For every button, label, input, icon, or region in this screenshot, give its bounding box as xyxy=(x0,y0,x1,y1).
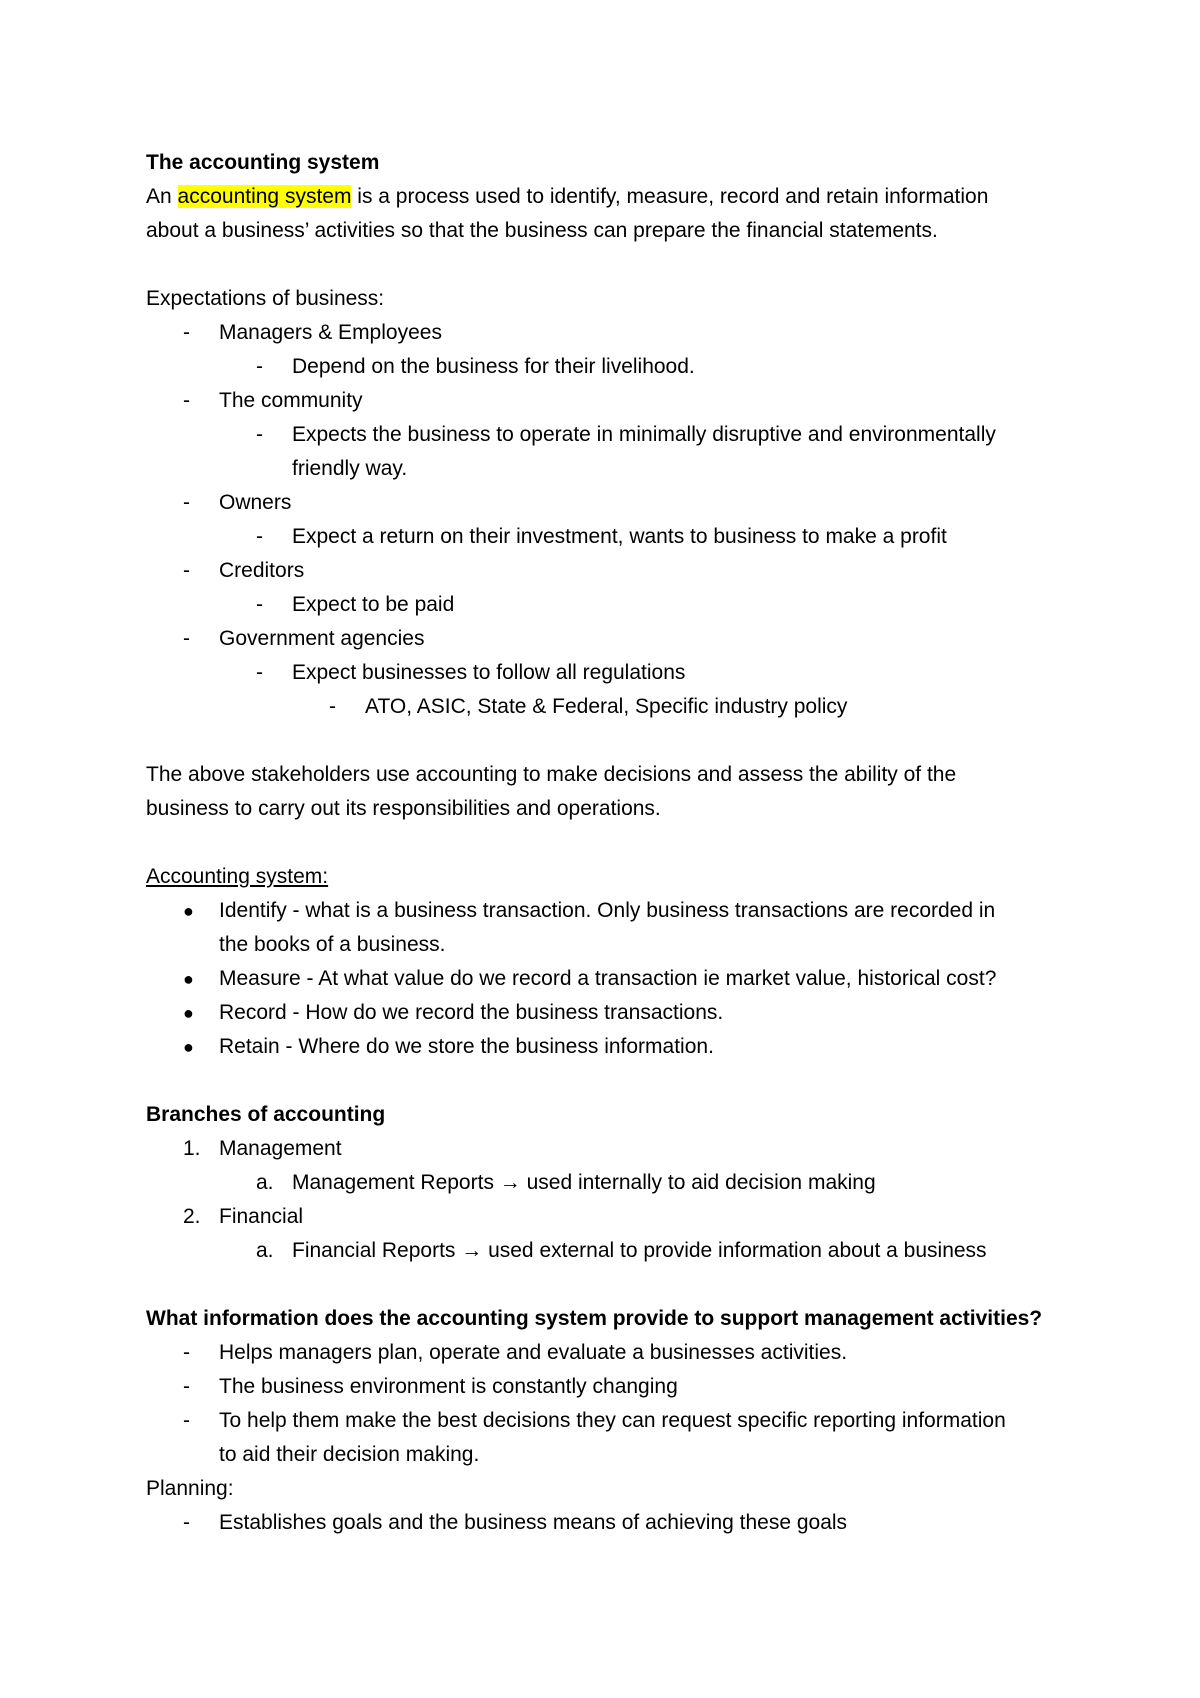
dash-marker: - xyxy=(183,627,190,650)
list-item-text: Government agencies xyxy=(219,627,425,650)
bullet-item-identify-continuation: the books of a business. xyxy=(219,933,446,956)
dash-marker: - xyxy=(256,525,263,548)
list-item-text: Expects the business to operate in minimally disruptive and environmentally xyxy=(292,423,996,446)
dash-marker: - xyxy=(183,1409,190,1432)
list-item-text: Establishes goals and the business means of achieving these goals xyxy=(219,1511,848,1534)
list-item-text: Management xyxy=(219,1137,342,1160)
list-item-text: Creditors xyxy=(219,559,305,582)
numbered-item-financial xyxy=(146,1200,1076,1234)
bullet-item-measure xyxy=(146,962,1076,996)
list-item-creditors xyxy=(146,554,1076,588)
info-question-heading: What information does the accounting system provide to support management activities? xyxy=(146,1307,1043,1330)
blank-line xyxy=(146,1268,1076,1302)
blank-line xyxy=(146,1064,1076,1098)
list-item-government xyxy=(146,622,1076,656)
dash-marker: - xyxy=(183,491,190,514)
list-item-owners xyxy=(146,486,1076,520)
intro-rest: is a process used to identify, measure, record and retain information xyxy=(351,185,989,208)
dash-marker: - xyxy=(183,1341,190,1364)
dash-marker: - xyxy=(183,389,190,412)
list-item-text: Financial xyxy=(219,1205,304,1228)
blank-line xyxy=(146,826,1076,860)
list-subitem-community xyxy=(146,418,1076,452)
bullet-item-identify xyxy=(146,894,1076,928)
list-item-text: Helps managers plan, operate and evaluate a businesses activities. xyxy=(219,1341,848,1364)
list-item-text: Managers & Employees xyxy=(219,321,442,344)
list-subsubitem-government xyxy=(146,690,1076,724)
list-item-text: Expect a return on their investment, wants to business to make a profit xyxy=(292,525,947,548)
stakeholders-line-1: The above stakeholders use accounting to make decisions and assess the ability of the xyxy=(146,763,957,786)
planning-title: Planning: xyxy=(146,1477,234,1500)
list-item-text: Measure - At what value do we record a transaction ie market value, historical cost? xyxy=(219,967,997,990)
dash-marker: - xyxy=(183,321,190,344)
dash-marker: - xyxy=(329,695,336,718)
highlighted-term: accounting system xyxy=(177,185,352,208)
branches-title: Branches of accounting xyxy=(146,1103,386,1126)
list-subitem-community-continuation: friendly way. xyxy=(292,457,408,480)
section-heading-accounting-system: The accounting system xyxy=(146,151,380,174)
list-subitem-managers xyxy=(146,350,1076,384)
letter-marker: a. xyxy=(256,1171,274,1194)
intro-prefix: An xyxy=(146,185,178,208)
list-item-text: Record - How do we record the business transactions. xyxy=(219,1001,724,1024)
bullet-dot-icon: ● xyxy=(183,1037,194,1057)
list-item-text: Management Reports → used internally to aid decision making xyxy=(292,1171,876,1194)
list-item-helps-managers xyxy=(146,1336,1076,1370)
dash-marker: - xyxy=(256,593,263,616)
list-item-environment xyxy=(146,1370,1076,1404)
list-item-text: ATO, ASIC, State & Federal, Specific industry policy xyxy=(365,695,848,718)
accounting-system-title: Accounting system: xyxy=(146,865,329,888)
list-item-text: To help them make the best decisions they can request specific reporting information xyxy=(219,1409,1006,1432)
list-item-text: The business environment is constantly changing xyxy=(219,1375,678,1398)
list-item-text: Retain - Where do we store the business information. xyxy=(219,1035,714,1058)
document-content xyxy=(146,146,1076,1540)
list-subitem-government xyxy=(146,656,1076,690)
numbered-item-management xyxy=(146,1132,1076,1166)
list-subitem-creditors xyxy=(146,588,1076,622)
dash-marker: - xyxy=(256,661,263,684)
dash-marker: - xyxy=(183,1511,190,1534)
intro-line-2: about a business’ activities so that the business can prepare the financial statements. xyxy=(146,219,938,242)
list-item-planning-goals xyxy=(146,1506,1076,1540)
list-item-best-decisions xyxy=(146,1404,1076,1438)
dash-marker: - xyxy=(256,423,263,446)
bullet-dot-icon: ● xyxy=(183,1003,194,1023)
list-item-text: Identify - what is a business transaction. Only business transactions are recorded in xyxy=(219,899,996,922)
dash-marker: - xyxy=(183,559,190,582)
lettered-item-financial-reports xyxy=(146,1234,1076,1268)
list-item-text: Expect to be paid xyxy=(292,593,455,616)
number-marker: 1. xyxy=(183,1137,201,1160)
bullet-item-retain xyxy=(146,1030,1076,1064)
bullet-dot-icon: ● xyxy=(183,969,194,989)
number-marker: 2. xyxy=(183,1205,201,1228)
list-item-text: Owners xyxy=(219,491,292,514)
blank-line xyxy=(146,248,1076,282)
list-item-text: The community xyxy=(219,389,363,412)
lettered-item-management-reports xyxy=(146,1166,1076,1200)
letter-marker: a. xyxy=(256,1239,274,1262)
bullet-item-record xyxy=(146,996,1076,1030)
stakeholders-line-2: business to carry out its responsibilities and operations. xyxy=(146,797,661,820)
list-subitem-owners xyxy=(146,520,1076,554)
blank-line xyxy=(146,724,1076,758)
expectations-title: Expectations of business: xyxy=(146,287,385,310)
dash-marker: - xyxy=(183,1375,190,1398)
list-item-text: Expect businesses to follow all regulations xyxy=(292,661,686,684)
list-item-text: Financial Reports → used external to provide information about a business xyxy=(292,1239,987,1262)
list-item-managers xyxy=(146,316,1076,350)
list-item-community xyxy=(146,384,1076,418)
intro-line-1 xyxy=(146,180,1076,214)
dash-marker: - xyxy=(256,355,263,378)
bullet-dot-icon: ● xyxy=(183,901,194,921)
list-item-best-decisions-continuation: to aid their decision making. xyxy=(219,1443,480,1466)
list-item-text: Depend on the business for their livelihood. xyxy=(292,355,695,378)
